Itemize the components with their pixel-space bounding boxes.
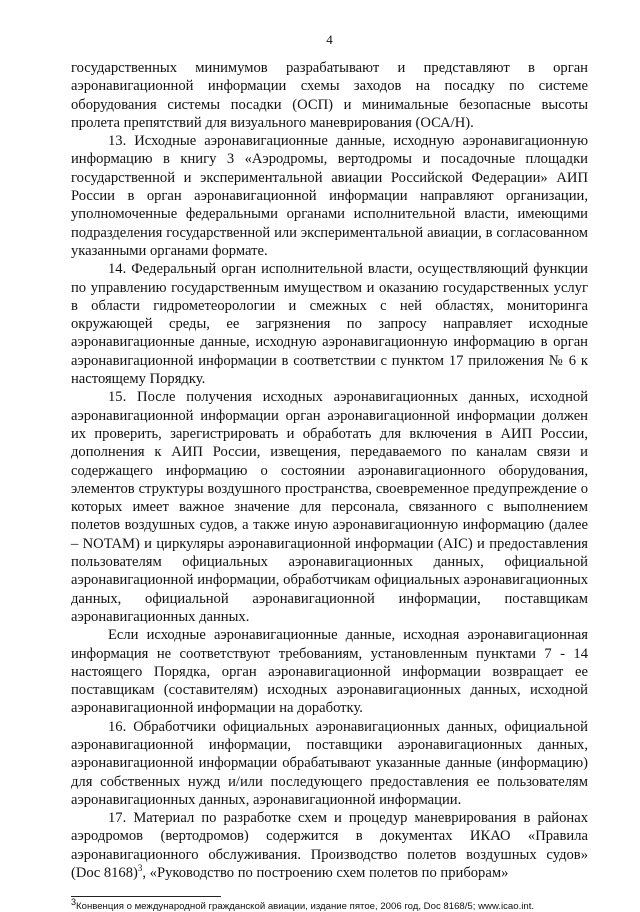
footnote-divider bbox=[71, 896, 221, 897]
footnote-reference: 3 bbox=[137, 863, 143, 874]
paragraph-17-text: 17. Материал по разработке схем и процедур маневрирования в районах аэродромов (вертодромов) содержится в документах ИКАО «Правила аэронавигационного обслуживания. Производство полетов воздушных судов» (Doc 8168) bbox=[71, 810, 588, 882]
paragraph-17 bbox=[71, 809, 588, 882]
paragraph-16: 16. Обработчики официальных аэронавигационных данных, официальной аэронавигационной информации, поставщики аэронавигационных данных, аэронавигационной информации обрабатывают указанные данные (информацию) для собственных нужд и/или последующего предоставления ее пользователям аэронавигационных данных, аэронавигационной информации. bbox=[71, 718, 588, 808]
paragraph-15: 15. После получения исходных аэронавигационных данных, исходной аэронавигационной информации орган аэронавигационной информации должен их проверить, зарегистрировать и обработать для включения в АИП России, дополнения к АИП России, извещения, передаваемого по каналам связи и содержащего информацию о состоянии аэронавигационного оборудования, элементов структуры воздушного пространства, своевременное предупреждение о которых имеет важное значение для персонала, связанного с выполнением полетов воздушных судов, а также иную аэронавигационную информацию (далее – NOTAM) и циркуляры аэронавигационной информации (AIC) и предоставления пользователям официальных аэронавигационных данных, официальной аэронавигационной информации, обработчикам официальных аэронавигационных данных, официальной аэронавигационной информации, поставщикам аэронавигационных данных. bbox=[71, 389, 588, 625]
paragraph-15-return: Если исходные аэронавигационные данные, исходная аэронавигационная информация не соответствуют требованиям, установленным пунктами 7 - 14 настоящего Порядка, орган аэронавигационной информации возвращает ее поставщикам (составителям) исходных аэронавигационных данных, исходной аэронавигационной информации на доработку. bbox=[71, 627, 588, 717]
paragraph-14: 14. Федеральный орган исполнительной власти, осуществляющий функции по управлению государственным имуществом и оказанию государственных услуг в области гидрометеорологии и смежных с ней областях, мониторинга окружающей среды, ее загрязнения по запросу направляет исходные аэронавигационные данные, исходную аэронавигационную информацию в орган аэронавигационной информации в соответствии с пунктом 17 приложения № 6 к настоящему Порядку. bbox=[71, 261, 588, 388]
paragraph-continuation: государственных минимумов разрабатывают и представляют в орган аэронавигационной информации схемы заходов на посадку по системе оборудования системы посадки (ОСП) и минимальные безопасные высоты пролета препятствий для визуального маневрирования (ОСА/Н). bbox=[71, 60, 588, 131]
footnote bbox=[71, 897, 588, 912]
paragraph-13: 13. Исходные аэронавигационные данные, исходную аэронавигационную информацию в книгу 3 «Аэродромы, вертодромы и посадочные площадки государственной и экспериментальной авиации Российской Федерации» АИП России в орган аэронавигационной информации направляют организации, уполномоченные федеральными органами исполнительной власти, имеющими подразделения государственной или экспериментальной авиации, в согласованном указанными органами формате. bbox=[71, 133, 588, 259]
footnote-text: Конвенция о международной гражданской авиации, издание пятое, 2006 год, Doc 8168/5; www.icao.int. bbox=[76, 901, 535, 912]
paragraph-17-text-end: , «Руководство по построению схем полетов по приборам» bbox=[142, 865, 509, 882]
footnote-mark: 3 bbox=[71, 897, 77, 908]
page-number: 4 bbox=[326, 32, 333, 47]
